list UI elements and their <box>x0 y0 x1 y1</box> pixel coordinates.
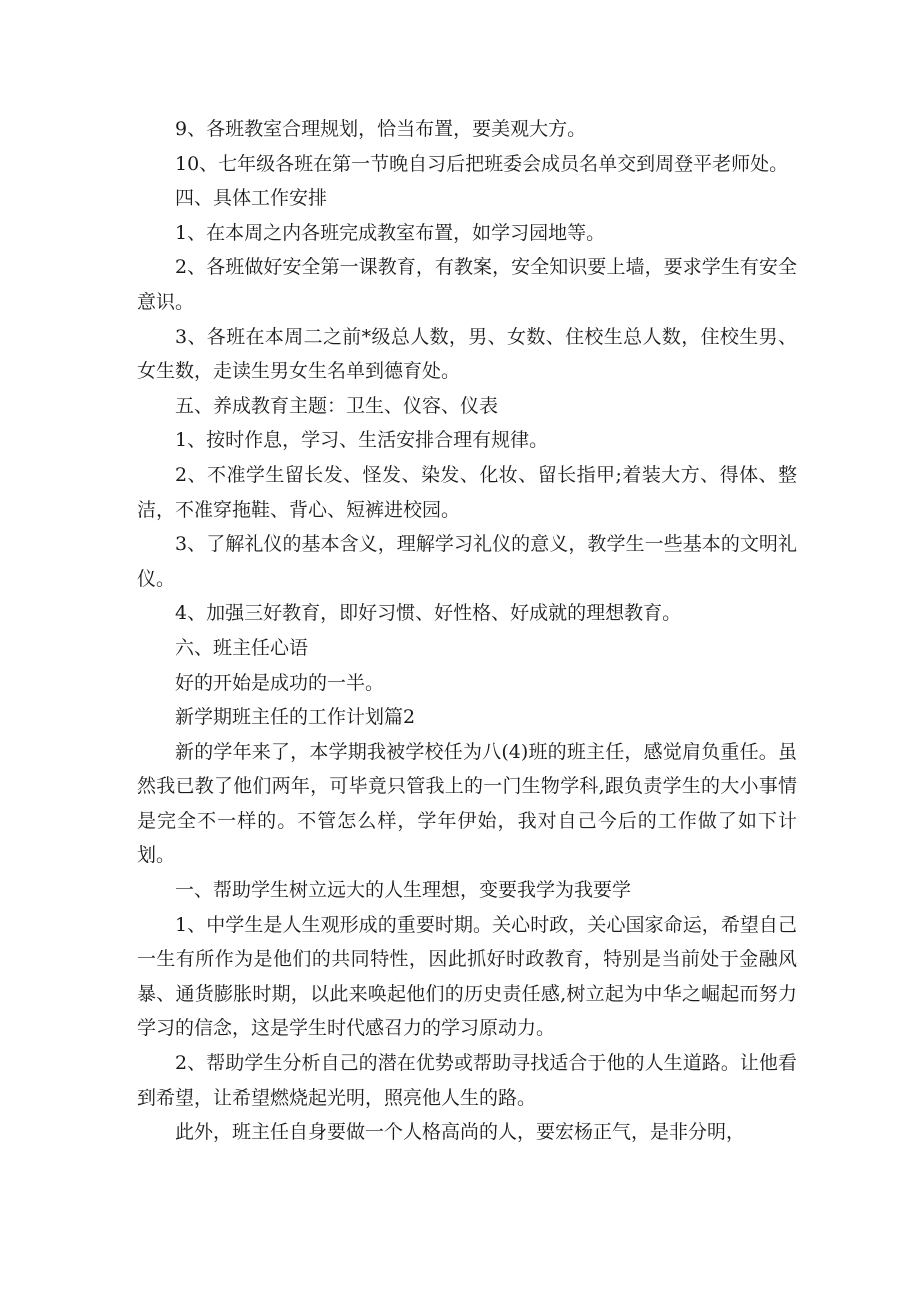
paragraph: 9、各班教室合理规划，恰当布置，要美观大方。 <box>175 118 587 140</box>
paragraph: 10、七年级各班在第一节晚自习后把班委会成员名单交到周登平老师处。 <box>175 152 789 175</box>
article-title: 新学期班主任的工作计划篇2 <box>175 706 416 729</box>
paragraph: 好的开始是成功的一半。 <box>175 671 385 694</box>
paragraph: 2、不准学生留长发、怪发、染发、化妆、留长指甲;着装大方、得体、整洁，不准穿拖鞋、背心、短裤进校园。 <box>137 463 797 521</box>
section-heading: 一、帮助学生树立远大的人生理想，变要我学为我要学 <box>175 879 632 902</box>
paragraph: 新的学年来了，本学期我被学校任为八(4)班的班主任，感觉肩负重任。虽然我已教了他们两年，可毕竟只管我上的一门生物学科,跟负责学生的大小事情是完全不一样的。不管怎么样，学年伊始，我对自己今后的工作做了如下计划。 <box>137 740 797 867</box>
paragraph: 3、了解礼仪的基本含义，理解学习礼仪的意义，教学生一些基本的文明礼仪。 <box>137 533 797 590</box>
section-heading: 五、养成教育主题：卫生、仪容、仪表 <box>175 394 499 417</box>
paragraph: 3、各班在本周二之前*级总人数，男、女数、住校生总人数，住校生男、女生数，走读生男女生名单到德育处。 <box>137 325 797 383</box>
paragraph: 4、加强三好教育，即好习惯、好性格、好成就的理想教育。 <box>175 602 682 625</box>
paragraph: 2、各班做好安全第一课教育，有教案，安全知识要上墙，要求学生有安全意识。 <box>137 256 797 313</box>
paragraph: 此外，班主任自身要做一个人格高尚的人，要宏杨正气，是非分明， <box>175 1121 746 1144</box>
paragraph: 2、帮助学生分析自己的潜在优势或帮助寻找适合于他的人生道路。让他看到希望，让希望燃烧起光明，照亮他人生的路。 <box>137 1052 797 1109</box>
paragraph: 1、中学生是人生观形成的重要时期。关心时政，关心国家命运，希望自己一生有所作为是他们的共同特性，因此抓好时政教育，特别是当前处于金融风暴、通货膨胀时期，以此来唤起他们的历史责任感,树立起为中华之崛起而努力学习的信念，这是学生时代感召力的学习原动力。 <box>137 913 797 1040</box>
paragraph: 1、在本周之内各班完成教室布置，如学习园地等。 <box>175 221 606 244</box>
paragraph: 1、按时作息，学习、生活安排合理有规律。 <box>175 429 549 452</box>
document-body <box>137 112 797 1150</box>
section-heading: 六、班主任心语 <box>175 636 309 659</box>
section-heading: 四、具体工作安排 <box>175 187 328 210</box>
